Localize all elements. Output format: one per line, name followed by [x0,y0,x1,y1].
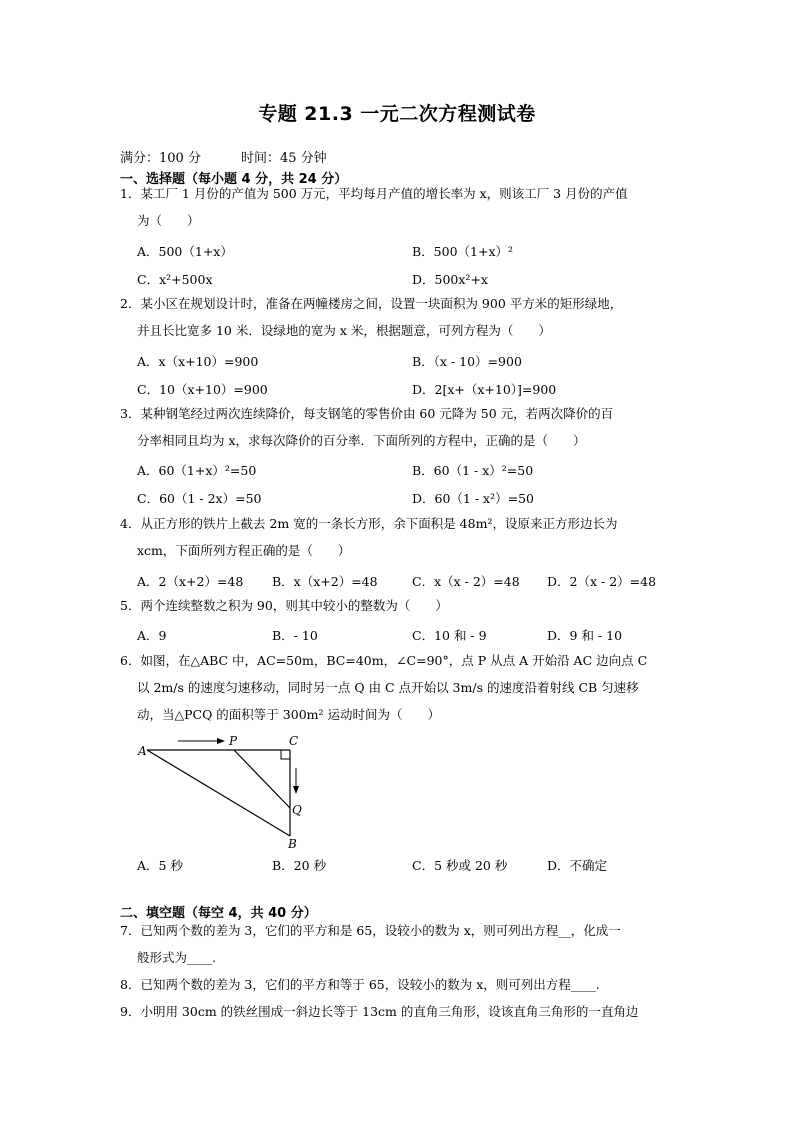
question-2 [120,290,680,344]
segment-ab [147,750,290,836]
question-4-option-b: B．x（x+2）=48 [272,574,378,589]
question-5-option-a: A．9 [137,628,167,643]
question-8-line-1: 8．已知两个数的差为 3，它们的平方和等于 65，设较小的数为 x，则可列出方程____. [120,977,600,992]
question-7-line-2: 般形式为____. [137,950,216,965]
question-8 [120,971,680,998]
label-p: P [229,734,238,748]
question-4-line-1: 4．从正方形的铁片上截去 2m 宽的一条长方形，余下面积是 48m²，设原来正方形边长为 [120,516,618,531]
page-title: 专题 21.3 一元二次方程测试卷 [258,103,536,125]
label-q: Q [292,803,302,817]
label-b: B [288,837,297,851]
question-6-option-b: B．20 秒 [272,858,327,873]
question-2-option-d: D．2[x+（x+10）]=900 [412,382,557,397]
question-5-option-c: C．10 和 - 9 [412,628,487,643]
question-5-option-b: B．- 10 [272,628,318,643]
question-1-option-c: C．x²+500x [137,272,213,287]
full-score: 满分：100 分 [120,151,201,166]
question-3-option-a: A．60（1+x）²=50 [137,463,257,478]
question-9 [120,998,680,1025]
question-4-line-2: xcm，下面所列方程正确的是（ ） [137,543,351,558]
question-1-option-b: B．500（1+x）² [412,244,514,259]
question-6-option-c: C．5 秒或 20 秒 [412,858,508,873]
question-2-line-1: 2．某小区在规划设计时，准备在两幢楼房之间，设置一块面积为 900 平方米的矩形绿地， [120,296,623,311]
question-6-option-a: A．5 秒 [137,858,183,873]
question-4-option-d: D．2（x - 2）=48 [547,574,657,589]
question-9-line-1: 9．小明用 30cm 的铁丝围成一斜边长等于 13cm 的直角三角形，设该直角三角形的一直角边 [120,1004,639,1019]
question-3-option-d: D．60（1 - x²）=50 [412,491,534,506]
question-6 [120,647,680,728]
question-3-option-b: B．60（1 - x）²=50 [412,463,534,478]
question-2-option-c: C．10（x+10）=900 [137,382,268,397]
question-3-line-2: 分率相同且均为 x，求每次降价的百分率．下面所列的方程中，正确的是（ ） [137,433,586,448]
section-fill-heading: 二、填空题（每空 4，共 40 分） [120,906,317,921]
question-4 [120,510,680,564]
exam-meta [120,147,327,166]
question-4-option-a: A．2（x+2）=48 [137,574,244,589]
question-1-line-2: 为（ ） [137,213,200,228]
question-5 [120,592,680,619]
arrow-p-head-icon [217,738,225,744]
question-6-line-3: 动，当△PCQ 的面积等于 300m² 运动时间为（ ） [137,707,440,722]
arrow-q-head-icon [293,786,299,794]
question-5-option-d: D．9 和 - 10 [547,628,623,643]
question-3-line-1: 3．某种钢笔经过两次连续降价，每支钢笔的零售价由 60 元降为 50 元，若两次降价的百 [120,406,614,421]
right-angle-mark [281,750,290,759]
question-2-option-a: A．x（x+10）=900 [137,354,259,369]
time-limit: 时间：45 分钟 [240,151,327,166]
question-4-option-c: C．x（x - 2）=48 [412,574,520,589]
question-7-line-1: 7．已知两个数的差为 3，它们的平方和是 65，设较小的数为 x，则可列出方程__，化成一 [120,923,621,938]
question-1-option-a: A．500（1+x） [137,244,233,259]
triangle-diagram [130,728,330,852]
section-choice-heading: 一、选择题（每小题 4 分，共 24 分） [120,172,348,187]
question-1 [120,180,680,234]
question-3 [120,400,680,454]
question-2-option-b: B．（x - 10）=900 [412,354,522,369]
question-1-line-1: 1．某工厂 1 月份的产值为 500 万元，平均每月产值的增长率为 x，则该工厂 3 月份的产值 [120,186,628,201]
question-1-option-d: D．500x²+x [412,272,488,287]
question-6-line-1: 6．如图，在△ABC 中，AC=50m，BC=40m，∠C=90°，点 P 从点 A 开始沿 AC 边向点 C [120,653,648,668]
question-3-option-c: C．60（1 - 2x）=50 [137,491,262,506]
question-5-line-1: 5．两个连续整数之积为 90，则其中较小的整数为（ ） [120,598,448,613]
label-a: A [138,744,147,758]
question-6-option-d: D．不确定 [547,858,608,873]
question-6-line-2: 以 2m/s 的速度匀速移动，同时另一点 Q 由 C 点开始以 3m/s 的速度沿着射线 CB 匀速移 [137,680,639,695]
question-7 [120,917,680,971]
question-2-line-2: 并且长比宽多 10 米．设绿地的宽为 x 米，根据题意，可列方程为（ ） [137,323,551,338]
label-c: C [289,734,299,748]
